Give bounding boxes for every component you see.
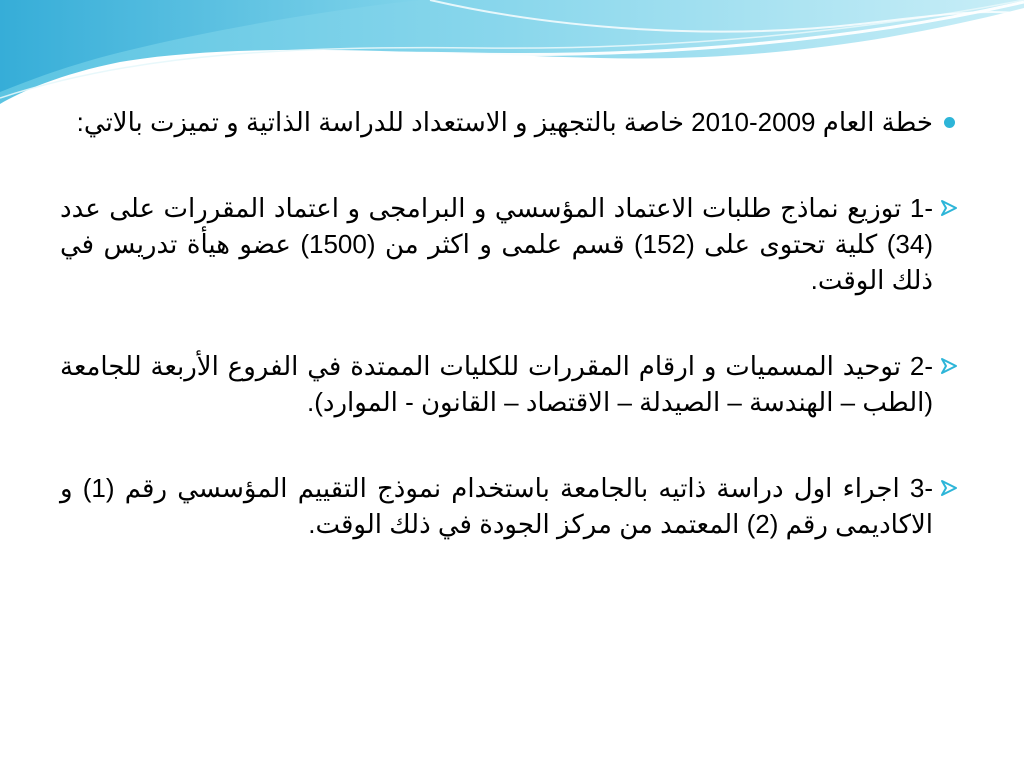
list-item-text: توزيع نماذج طلبات الاعتماد المؤسسي و البرامجى و اعتماد المقررات على عدد (34) كلية تحتوى على (152) قسم علمى و اكثر من (1500) عضو هيأة تدريس في ذلك الوقت. bbox=[60, 193, 933, 295]
list-item-1 bbox=[60, 190, 935, 298]
checkmark-bullet-icon bbox=[938, 190, 960, 226]
list-item-text: اجراء اول دراسة ذاتيه بالجامعة باستخدام نموذج التقييم المؤسسي رقم (1) و الاكاديمى رقم (2) المعتمد من مركز الجودة في ذلك الوقت. bbox=[60, 473, 933, 539]
slide-content bbox=[60, 104, 935, 542]
list-item-number: 3- bbox=[909, 473, 934, 503]
checkmark-bullet-icon bbox=[938, 470, 960, 506]
list-item-number: 1- bbox=[909, 193, 933, 223]
checkmark-bullet-icon bbox=[938, 348, 960, 384]
list-item-3 bbox=[60, 470, 935, 542]
intro-text: خطة العام 2009-2010 خاصة بالتجهيز و الاستعداد للدراسة الذاتية و تميزت بالاتي: bbox=[76, 107, 933, 137]
header-wave-decoration bbox=[0, 0, 1024, 120]
list-item-number: 2- bbox=[909, 351, 933, 381]
list-item-2 bbox=[60, 348, 935, 420]
list-item-text: توحيد المسميات و ارقام المقررات للكليات الممتدة في الفروع الأربعة للجامعة (الطب – الهندسة – الصيدلة – الاقتصاد – القانون - الموارد). bbox=[60, 351, 933, 417]
intro-paragraph bbox=[60, 104, 935, 140]
circle-bullet-icon bbox=[938, 104, 960, 140]
